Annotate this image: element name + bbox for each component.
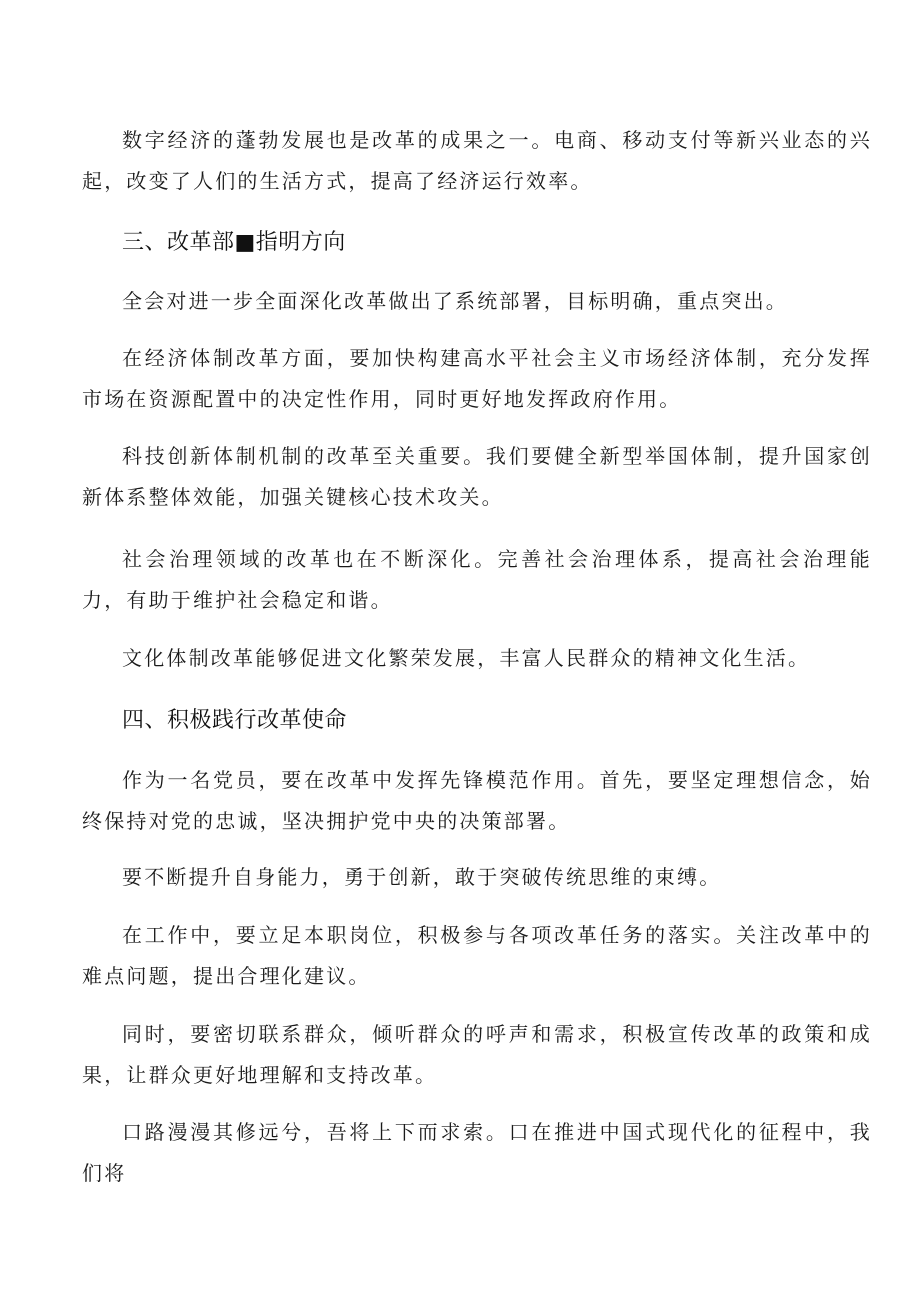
paragraph-digital-economy: 数字经济的蓬勃发展也是改革的成果之一。电商、移动支付等新兴业态的兴起，改变了人们的生活方式，提高了经济运行效率。 [82, 128, 872, 193]
paragraph-cultural-reform: 文化体制改革能够促进文化繁荣发展，丰富人民群众的精神文化生活。 [122, 646, 811, 670]
paragraph-work-post: 在工作中，要立足本职岗位，积极参与各项改革任务的落实。关注改革中的难点问题，提出合理化建议。 [82, 923, 872, 988]
paragraph-closing: 口路漫漫其修远兮，吾将上下而求索。口在推进中国式现代化的征程中，我们将 [82, 1120, 872, 1185]
paragraph-tech-innovation: 科技创新体制机制的改革至关重要。我们要健全新型举国体制，提升国家创新体系整体效能，加强关键核心技术攻关。 [82, 444, 872, 509]
section-heading-4: 四、积极践行改革使命 [122, 708, 348, 733]
paragraph-plenary-deployment: 全会对进一步全面深化改革做出了系统部署，目标明确，重点突出。 [122, 289, 788, 313]
paragraph-social-governance: 社会治理领域的改革也在不断深化。完善社会治理体系，提高社会治理能力，有助于维护社会稳定和谐。 [82, 547, 872, 612]
paragraph-connect-masses: 同时，要密切联系群众，倾听群众的呼声和需求，积极宣传改革的政策和成果，让群众更好地理解和支持改革。 [82, 1022, 872, 1087]
paragraph-economic-reform: 在经济体制改革方面，要加快构建高水平社会主义市场经济体制，充分发挥市场在资源配置中的决定性作用，同时更好地发挥政府作用。 [82, 346, 872, 411]
section-heading-3: 三、改革部■指明方向 [122, 230, 346, 255]
paragraph-party-member: 作为一名党员，要在改革中发挥先锋模范作用。首先，要坚定理想信念，始终保持对党的忠诚，坚决拥护党中央的决策部署。 [82, 768, 872, 833]
paragraph-self-improvement: 要不断提升自身能力，勇于创新，敢于突破传统思维的束缚。 [122, 865, 722, 889]
